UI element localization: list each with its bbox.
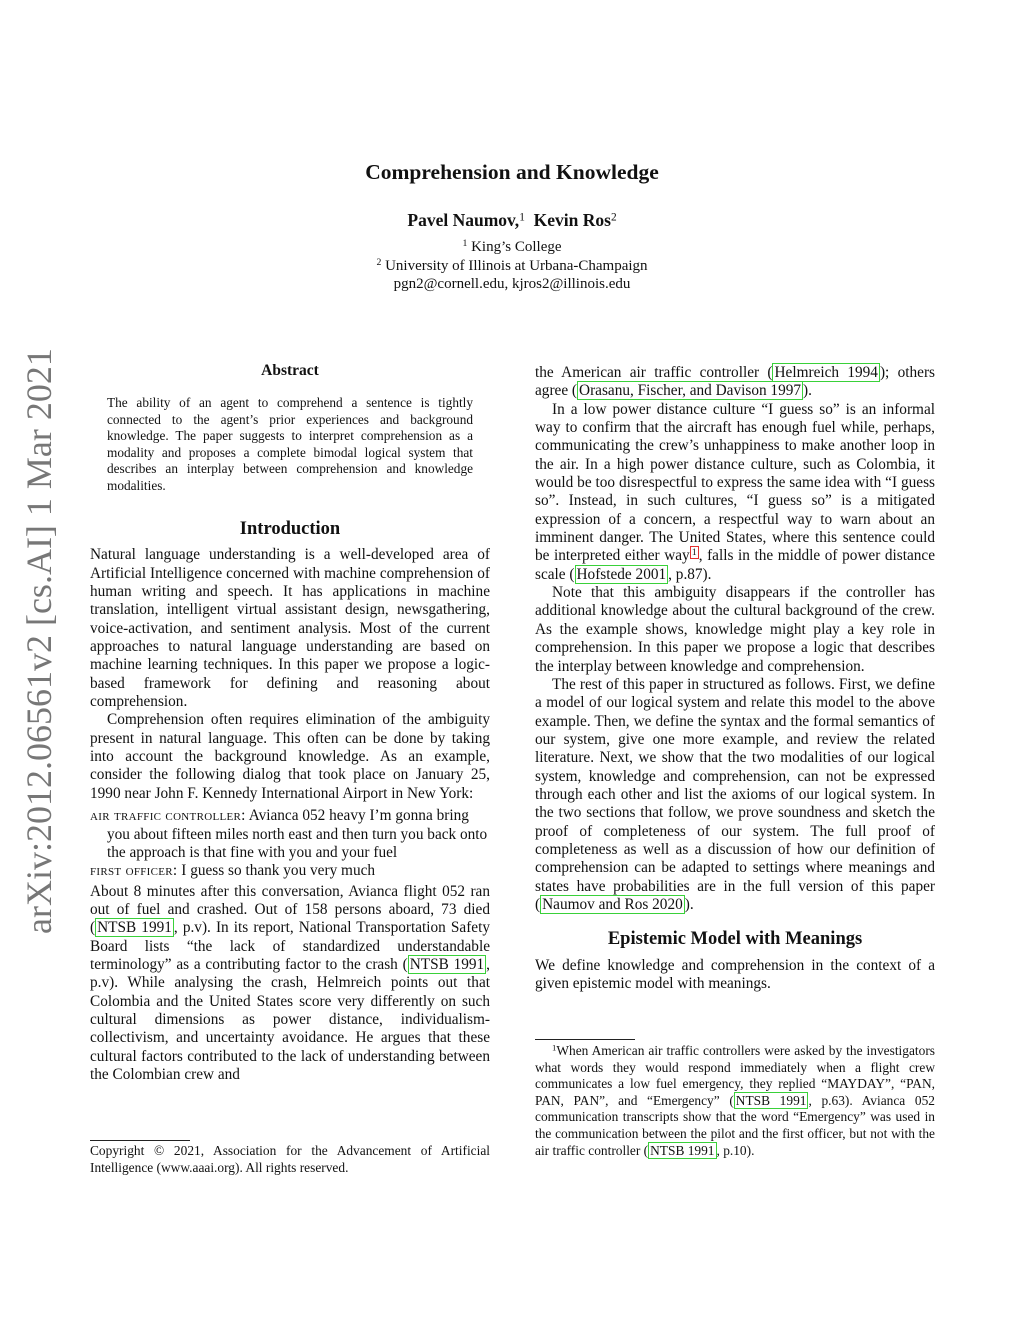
copyright-divider <box>90 1140 190 1141</box>
affiliation-2-mark: 2 <box>376 257 382 269</box>
text-run: ). <box>684 895 694 913</box>
text-run: When American air traffic controllers were asked by the investigators what words they would respond immediately when a flight crew communicates a low fuel emergency, they replied “MAYDAY”, “PAN, PAN, PAN”, and “Emergency” ( <box>535 1043 935 1108</box>
text-run: , p.63). Avianca 052 communication transcripts show that the word “Emergency” was used in the communication between the pilot and the first officer, but not with the air traffic controller ( <box>535 1092 935 1158</box>
author-1: Pavel Naumov, <box>407 210 520 230</box>
dialog-utterance: Avianca 052 heavy I’m gonna bring you about fifteen miles north east and then turn you back onto the approach is that fine with you and your fuel <box>107 807 488 861</box>
author-2: Kevin Ros <box>533 210 611 230</box>
right-paragraph-2 <box>535 401 935 584</box>
text-run: , falls in the middle of power distance scale ( <box>535 547 936 583</box>
intro-paragraph-1: Natural language understanding is a well-developed area of Artificial Intelligence concerned with machine comprehension of human writing and speech. It has applications in machine translation, intelligent virtual assistant design, newsgathering, voice-activation, and sentiment analysis. Most of the current approaches to natural language understanding are based on machine learning techniques. In this paper we propose a logic-based framework for defining and reasoning about comprehension. <box>90 546 490 711</box>
dialog-speaker: first officer: <box>90 862 178 880</box>
intro-paragraph-3 <box>90 883 490 1085</box>
affiliation-1-mark: 1 <box>462 238 468 250</box>
right-paragraph-3: Note that this ambiguity disappears if the controller has additional knowledge about the cultural background of the crew. As the example shows, knowledge might play a key role in comprehension. In this paper we propose a logic that describes the interplay between knowledge and comprehension. <box>535 584 935 675</box>
footnote-divider <box>535 1039 635 1040</box>
text-run: ). <box>803 382 812 400</box>
citation-link[interactable]: NTSB 1991 <box>735 1092 807 1108</box>
text-run: About 8 minutes after this conversation, Avianca flight 052 ran out of fuel and crashed. Out of 158 persons aboard, 73 died ( <box>90 882 490 937</box>
arxiv-identifier: arXiv:2012.06561v2 [cs.AI] 1 Mar 2021 <box>19 348 59 934</box>
affiliation-2 <box>0 257 1024 275</box>
right-column <box>535 364 935 993</box>
introduction-section <box>90 520 490 1084</box>
paper-title: Comprehension and Knowledge <box>365 160 659 184</box>
text-run: , p.v). In its report, National Transportation Safety Board lists “the lack of standardized understandable terminology” as a contributing factor to the crash ( <box>90 919 490 973</box>
intro-paragraph-2: Comprehension often requires elimination of the ambiguity present in natural language. This often can be done by taking into account the background knowledge. As an example, consider the following dialog that took place on January 25, 1990 near John F. Kennedy International Airport in New York: <box>90 711 490 802</box>
text-run: In a low power distance culture “I guess so” is an informal way to confirm that the aircraft has enough fuel while, perhaps, communicating the crew’s unhappiness to make another loop in the air. In a high power distance culture, such as Colombia, it would be too disrespectful to express the same idea with “I guess so”. Instead, in such cultures, “I guess so” is a mitigated expression of a concern, a respectful way to warn about an imminent danger. The United States, where this sentence could be interpreted either way <box>535 400 935 565</box>
affiliation-1 <box>0 238 1024 256</box>
dialog-line <box>90 862 490 880</box>
right-paragraph-4 <box>535 676 935 914</box>
citation-link[interactable]: NTSB 1991 <box>409 955 485 973</box>
affiliation-2-name: University of Illinois at Urbana-Champaign <box>385 258 648 274</box>
text-run: , p.87). <box>668 565 712 583</box>
abstract-text: The ability of an agent to comprehend a sentence is tightly connected to the agent’s prior experiences and background knowledge. The paper suggests to interpret comprehension as a modality and proposes a complete bimodal logical system that describes an interplay between comprehension and knowledge modalities. <box>107 395 473 493</box>
citation-link[interactable]: Orasanu, Fischer, and Davison 1997 <box>579 382 802 400</box>
citation-link[interactable]: Hofstede 2001 <box>576 565 667 583</box>
text-run: The rest of this paper in structured as follows. First, we define a model of our logical system and relate this model to the above example. Then, we define the syntax and the formal semantics of our system, give one more example, and review the related literature. Next, we show that the two modalities of our logical system, knowledge and comprehension, can not be expressed through each other and list the axioms of our logical system. In the two sections that follow, we prove soundness and sketch the proof of completeness of our system. The full proof of completeness as well as a discussion of how our definition of comprehension can be adapted to settings where meanings and states have probabilities are in the full version of this paper ( <box>535 675 935 913</box>
text-run: ); others agree ( <box>535 364 935 400</box>
author-1-affiliation-mark: 1 <box>519 211 525 224</box>
section-heading-epistemic-model: Epistemic Model with Meanings <box>607 929 863 950</box>
text-run: , p.v). While analysing the crash, Helmreich points out that Colombia and the United States score very differently on such cultural dimensions as power distance, individualism-collectivism, and uncertainty avoidance. He argues that these cultural factors contributed to the lack of understanding between the Colombian crew and <box>90 955 490 1083</box>
abstract-heading: Abstract <box>261 362 319 379</box>
footnote-link[interactable]: 1 <box>691 547 697 559</box>
author-2-affiliation-mark: 2 <box>610 211 617 224</box>
introduction-heading: Introduction <box>239 519 341 539</box>
dialog-transcript <box>90 807 490 880</box>
citation-link[interactable]: NTSB 1991 <box>97 919 172 937</box>
citation-link[interactable]: Naumov and Ros 2020 <box>542 895 683 913</box>
copyright-notice: Copyright © 2021, Association for the Advancement of Artificial Intelligence (www.aaai.org). All rights reserved. <box>90 1143 490 1175</box>
right-paragraph-5: We define knowledge and comprehension in the context of a given epistemic model with meanings. <box>535 956 935 992</box>
author-line <box>0 210 1024 231</box>
author-emails: pgn2@cornell.edu, kjros2@illinois.edu <box>393 276 631 292</box>
citation-link[interactable]: NTSB 1991 <box>650 1142 715 1158</box>
affiliation-1-name: King’s College <box>471 239 562 255</box>
dialog-line <box>90 807 490 862</box>
footnote-mark: 1 <box>552 1042 557 1053</box>
citation-link[interactable]: Helmreich 1994 <box>774 364 878 381</box>
dialog-speaker: air traffic controller: <box>90 807 246 825</box>
text-run: , p.10). <box>716 1142 755 1158</box>
text-run: the American air traffic controller ( <box>535 364 773 381</box>
footnote-1 <box>535 1043 935 1159</box>
right-paragraph-1 <box>535 364 935 401</box>
dialog-utterance: I guess so thank you very much <box>181 862 376 880</box>
